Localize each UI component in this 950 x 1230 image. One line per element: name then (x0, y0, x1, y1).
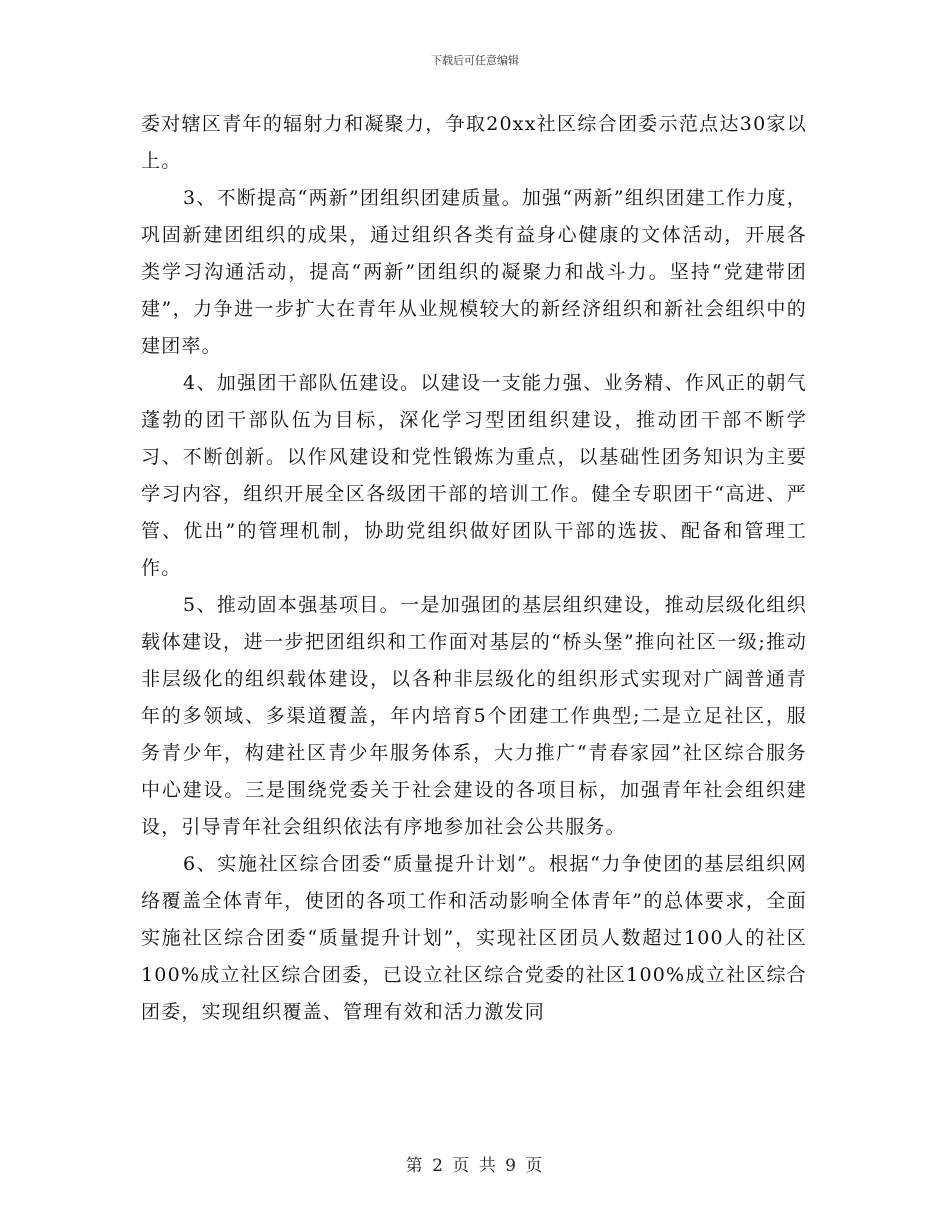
paragraph-continuation: 委对辖区青年的辐射力和凝聚力，争取20xx社区综合团委示范点达30家以上。 (141, 113, 807, 172)
paragraph-item-4: 4、加强团干部队伍建设。以建设一支能力强、业务精、作风正的朝气蓬勃的团干部队伍为目标，深化学习型团组织建设，推动团干部不断学习、不断创新。以作风建设和党性锻炼为重点，以基础性团务知识为主要学习内容，组织开展全区各级团干部的培训工作。健全专职团干“高进、严管、优出”的管理机制，协助党组织做好团队干部的选拔、配备和管理工作。 (141, 372, 807, 579)
paragraph-item-5: 5、推动固本强基项目。一是加强团的基层组织建设，推动层级化组织载体建设，进一步把团组织和工作面对基层的“桥头堡”推向社区一级;推动非层级化的组织载体建设，以各种非层级化的组织形式实现对广阔普通青年的多领域、多渠道覆盖，年内培育5个团建工作典型;二是立足社区，服务青少年，构建社区青少年服务体系，大力推广“青春家园”社区综合服务中心建设。三是围绕党委关于社会建设的各项目标，加强青年社会组织建设，引导青年社会组织依法有序地参加社会公共服务。 (141, 594, 807, 838)
paragraph-item-6: 6、实施社区综合团委“质量提升计划”。根据“力争使团的基层组织网络覆盖全体青年，使团的各项工作和活动影响全体青年”的总体要求，全面实施社区综合团委“质量提升计划”，实现社区团员人数超过100人的社区100%成立社区综合团委，已设立社区综合党委的社区100%成立社区综合团委，实现组织覆盖、管理有效和活力激发同 (141, 853, 807, 1023)
document-body (141, 106, 807, 1031)
page-number: 第 2 页 共 9 页 (405, 1156, 545, 1176)
paragraph-item-3: 3、不断提高“两新”团组织团建质量。加强“两新”组织团建工作力度，巩固新建团组织的成果，通过组织各类有益身心健康的文体活动，开展各类学习沟通活动，提高“两新”团组织的凝聚力和战斗力。坚持“党建带团建”，力争进一步扩大在青年从业规模较大的新经济组织和新社会组织中的建团率。 (141, 187, 807, 357)
page-header-note: 下载后可任意编辑 (431, 54, 519, 67)
